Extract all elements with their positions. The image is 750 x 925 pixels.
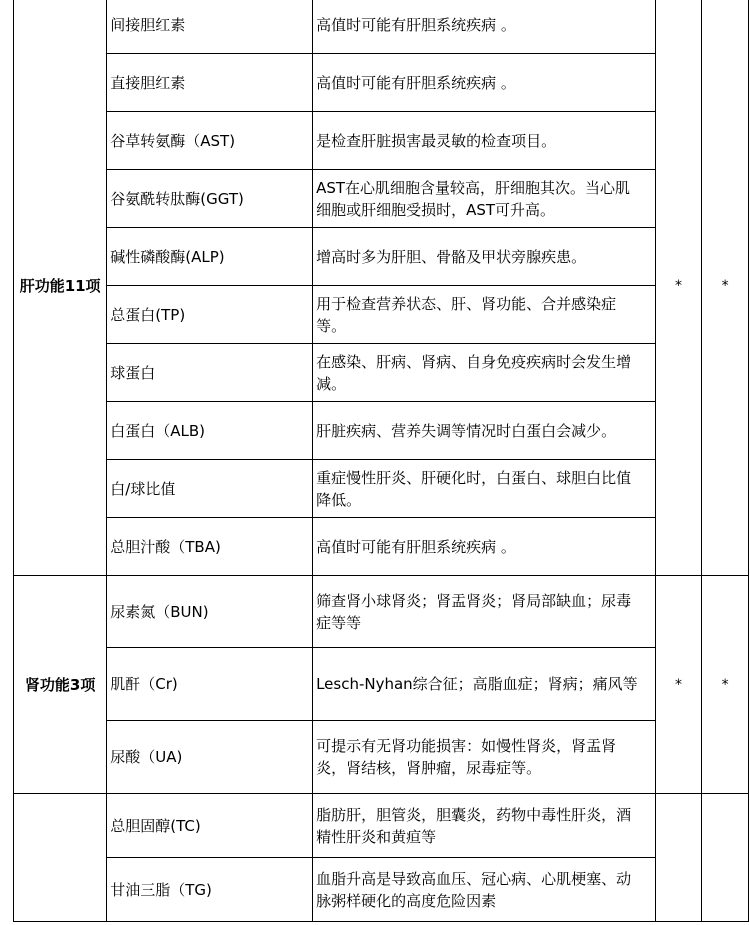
table-row <box>14 170 749 228</box>
mark-col-2: * <box>702 576 749 794</box>
item-description: 用于检查营养状态、肝、肾功能、合并感染症等。 <box>313 286 656 344</box>
item-description: 肝脏疾病、营养失调等情况时白蛋白会减少。 <box>313 402 656 460</box>
item-name: 总蛋白(TP) <box>107 286 313 344</box>
table-row <box>14 286 749 344</box>
group-label-lipid <box>14 794 107 922</box>
item-name: 总胆汁酸（TBA) <box>107 518 313 576</box>
table-row <box>14 858 749 922</box>
table-row <box>14 344 749 402</box>
item-name: 间接胆红素 <box>107 0 313 54</box>
item-name: 甘油三脂（TG) <box>107 858 313 922</box>
item-name: 白蛋白（ALB) <box>107 402 313 460</box>
item-description: 脂肪肝，胆管炎，胆囊炎，药物中毒性肝炎，酒精性肝炎和黄疸等 <box>313 794 656 858</box>
item-name: 球蛋白 <box>107 344 313 402</box>
exam-items-table <box>13 0 749 922</box>
table-row <box>14 112 749 170</box>
item-description: 高值时可能有肝胆系统疾病 。 <box>313 54 656 112</box>
item-description: 血脂升高是导致高血压、冠心病、心肌梗塞、动脉粥样硬化的高度危险因素 <box>313 858 656 922</box>
item-name: 肌酐（Cr) <box>107 648 313 721</box>
item-description: 筛查肾小球肾炎；肾盂肾炎；肾局部缺血；尿毒症等等 <box>313 576 656 648</box>
item-description: 可提示有无肾功能损害：如慢性肾炎，肾盂肾炎，肾结核，肾肿瘤，尿毒症等。 <box>313 721 656 794</box>
item-description: Lesch-Nyhan综合征；高脂血症；肾病；痛风等 <box>313 648 656 721</box>
table-row <box>14 402 749 460</box>
item-name: 谷氨酰转肽酶(GGT) <box>107 170 313 228</box>
table-row <box>14 794 749 858</box>
table-row <box>14 648 749 721</box>
item-description: 重症慢性肝炎、肝硬化时，白蛋白、球胆白比值降低。 <box>313 460 656 518</box>
mark-col-1 <box>655 794 702 922</box>
table-row <box>14 518 749 576</box>
item-description: 增高时多为肝胆、骨骼及甲状旁腺疾患。 <box>313 228 656 286</box>
table-row <box>14 721 749 794</box>
item-name: 尿酸（UA) <box>107 721 313 794</box>
table-row <box>14 228 749 286</box>
mark-col-2: * <box>702 0 749 576</box>
item-name: 白/球比值 <box>107 460 313 518</box>
group-label-liver: 肝功能11项 <box>14 0 107 576</box>
table-row <box>14 576 749 648</box>
item-name: 尿素氮（BUN) <box>107 576 313 648</box>
mark-col-2 <box>702 794 749 922</box>
item-description: 高值时可能有肝胆系统疾病 。 <box>313 0 656 54</box>
item-description: 是检查肝脏损害最灵敏的检查项目。 <box>313 112 656 170</box>
mark-col-1: * <box>655 0 702 576</box>
table-row <box>14 54 749 112</box>
item-description: AST在心肌细胞含量较高，肝细胞其次。当心肌细胞或肝细胞受损时，AST可升高。 <box>313 170 656 228</box>
group-label-kidney: 肾功能3项 <box>14 576 107 794</box>
item-name: 谷草转氨酶（AST) <box>107 112 313 170</box>
item-description: 高值时可能有肝胆系统疾病 。 <box>313 518 656 576</box>
table-row <box>14 0 749 54</box>
item-name: 碱性磷酸酶(ALP) <box>107 228 313 286</box>
item-description: 在感染、肝病、肾病、自身免疫疾病时会发生增减。 <box>313 344 656 402</box>
item-name: 总胆固醇(TC) <box>107 794 313 858</box>
mark-col-1: * <box>655 576 702 794</box>
table-row <box>14 460 749 518</box>
item-name: 直接胆红素 <box>107 54 313 112</box>
